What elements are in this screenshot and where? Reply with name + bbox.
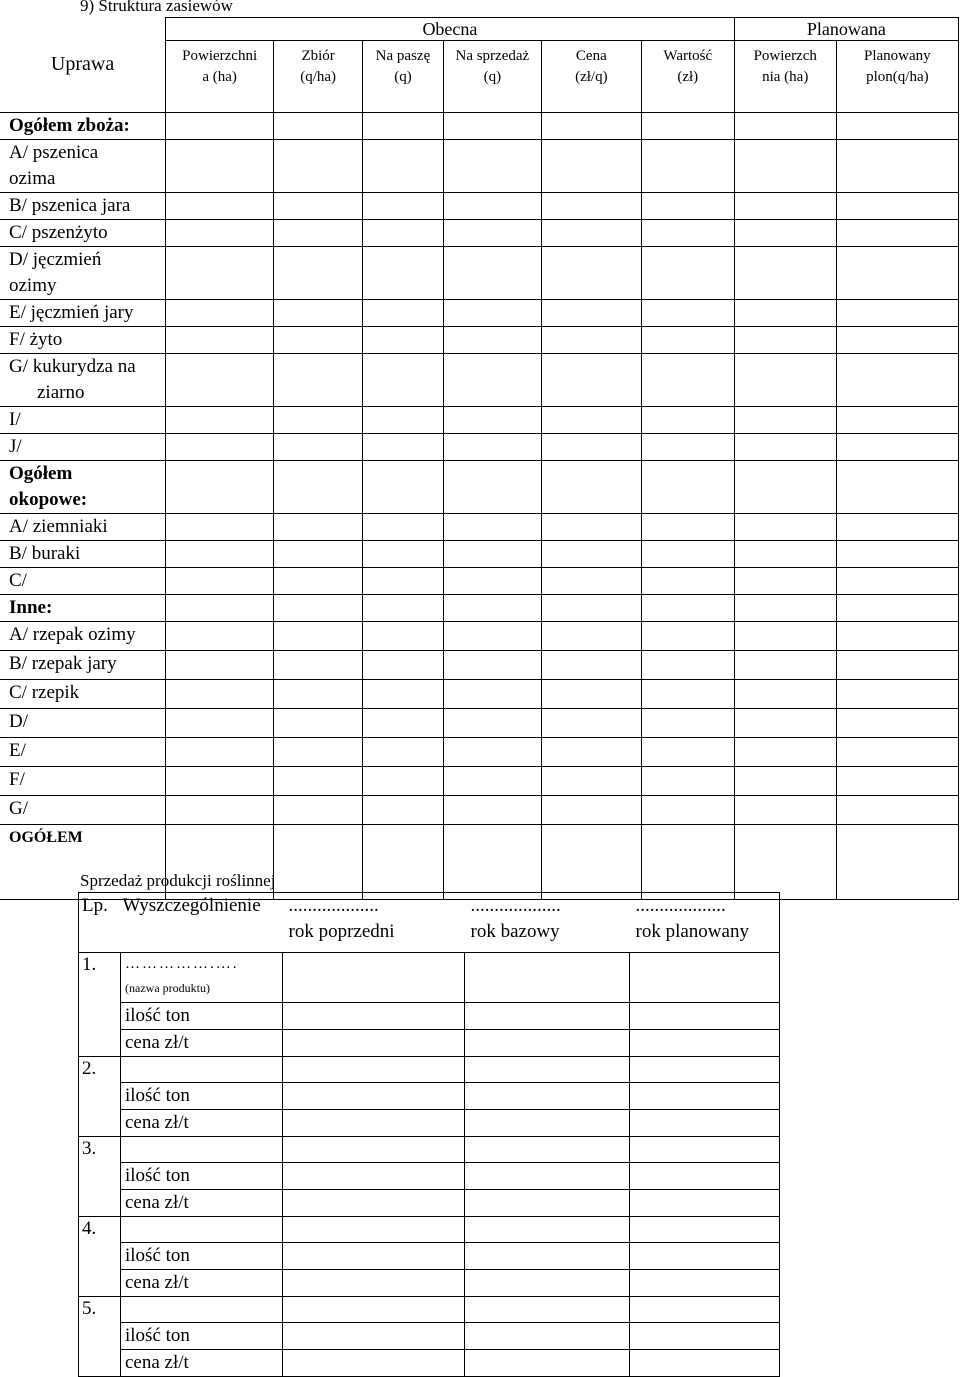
- crop-input-cell[interactable]: [363, 354, 444, 407]
- crop-input-cell[interactable]: [443, 514, 541, 541]
- crop-input-cell[interactable]: [363, 709, 444, 738]
- crop-label-rzepik: C/ rzepik: [0, 680, 166, 709]
- crop-input-cell[interactable]: [641, 825, 734, 900]
- crop-input-cell[interactable]: [641, 622, 734, 651]
- crop-input-cell[interactable]: [274, 568, 363, 595]
- sales-ilosc-label: ilość ton: [121, 1083, 283, 1110]
- crop-input-cell[interactable]: [641, 434, 734, 461]
- crop-input-cell[interactable]: [274, 434, 363, 461]
- sales-product-name[interactable]: [121, 1057, 283, 1083]
- sales-value-cell[interactable]: [283, 1057, 465, 1083]
- crop-input-cell[interactable]: [166, 434, 274, 461]
- crop-input-cell[interactable]: [274, 514, 363, 541]
- crop-input-cell[interactable]: [641, 767, 734, 796]
- crop-input-cell[interactable]: [363, 220, 444, 247]
- crop-input-cell[interactable]: [836, 595, 958, 622]
- sales-value-cell[interactable]: [465, 953, 630, 1003]
- sales-header-rok-planowany: ................... rok planowany: [635, 895, 749, 942]
- header-plan-plon: Planowany plon(q/ha): [836, 41, 958, 113]
- sales-value-cell[interactable]: [465, 1243, 630, 1270]
- crop-label-ogolem: OGÓŁEM: [0, 825, 166, 900]
- sales-value-cell[interactable]: [630, 1190, 780, 1217]
- header-na-sprzedaz: Na sprzedaż (q): [443, 41, 541, 113]
- crop-input-cell[interactable]: [443, 709, 541, 738]
- sales-value-cell[interactable]: [283, 1030, 465, 1057]
- crop-label-pszenica-jara: B/ pszenica jara: [0, 193, 166, 220]
- crop-input-cell[interactable]: [541, 709, 641, 738]
- crop-input-cell[interactable]: [166, 738, 274, 767]
- sales-product-name[interactable]: [121, 1217, 283, 1243]
- crop-input-cell[interactable]: [166, 680, 274, 709]
- crop-input-cell[interactable]: [166, 247, 274, 300]
- sales-product-name[interactable]: [121, 1297, 283, 1323]
- crop-input-cell[interactable]: [641, 796, 734, 825]
- sales-value-cell[interactable]: [465, 1297, 630, 1323]
- crop-input-cell[interactable]: [541, 434, 641, 461]
- crop-input-cell[interactable]: [166, 651, 274, 680]
- crop-input-cell[interactable]: [641, 300, 734, 327]
- crop-input-cell[interactable]: [734, 709, 836, 738]
- sales-item-number: 1.: [79, 953, 121, 1057]
- sales-value-cell[interactable]: [283, 1217, 465, 1243]
- sales-cena-label: cena zł/t: [121, 1030, 283, 1057]
- sales-value-cell[interactable]: [465, 1003, 630, 1030]
- header-planowana: Planowana: [734, 18, 958, 41]
- crop-input-cell[interactable]: [166, 514, 274, 541]
- crop-input-cell[interactable]: [836, 461, 958, 514]
- crop-input-cell[interactable]: [443, 796, 541, 825]
- crop-label-pszenica-ozima-l1: A/ pszenica ozima: [0, 140, 166, 193]
- crop-input-cell[interactable]: [166, 193, 274, 220]
- sales-value-cell[interactable]: [283, 1083, 465, 1110]
- sales-value-cell[interactable]: [630, 1110, 780, 1137]
- sales-value-cell[interactable]: [465, 1137, 630, 1163]
- crop-input-cell[interactable]: [363, 541, 444, 568]
- crop-input-cell[interactable]: [274, 300, 363, 327]
- crop-input-cell[interactable]: [836, 113, 958, 140]
- crop-input-cell[interactable]: [734, 568, 836, 595]
- crop-input-cell[interactable]: [734, 113, 836, 140]
- crop-input-cell[interactable]: [836, 541, 958, 568]
- crop-input-cell[interactable]: [734, 680, 836, 709]
- crop-input-cell[interactable]: [734, 767, 836, 796]
- crop-input-cell[interactable]: [274, 140, 363, 193]
- crop-input-cell[interactable]: [363, 407, 444, 434]
- crop-input-cell[interactable]: [836, 300, 958, 327]
- crop-input-cell[interactable]: [274, 407, 363, 434]
- crop-input-cell[interactable]: [836, 327, 958, 354]
- sales-item-number: 4.: [79, 1217, 121, 1297]
- header-obecna: Obecna: [166, 18, 735, 41]
- sales-ilosc-label: ilość ton: [121, 1163, 283, 1190]
- crop-input-cell[interactable]: [274, 461, 363, 514]
- crop-input-cell[interactable]: [641, 738, 734, 767]
- sales-cena-label: cena zł/t: [121, 1270, 283, 1297]
- crop-input-cell[interactable]: [734, 541, 836, 568]
- crop-label-inne-e: E/: [0, 738, 166, 767]
- crop-input-cell[interactable]: [363, 113, 444, 140]
- crop-input-cell[interactable]: [166, 796, 274, 825]
- crop-input-cell[interactable]: [274, 541, 363, 568]
- crop-input-cell[interactable]: [641, 247, 734, 300]
- crop-input-cell[interactable]: [641, 193, 734, 220]
- crop-input-cell[interactable]: [541, 220, 641, 247]
- sales-value-cell[interactable]: [465, 1217, 630, 1243]
- crop-input-cell[interactable]: [836, 825, 958, 900]
- crop-structure-table: [0, 17, 959, 900]
- crop-input-cell[interactable]: [836, 407, 958, 434]
- crop-input-cell[interactable]: [541, 354, 641, 407]
- crop-label-jeczmien-jary: E/ jęczmień jary: [0, 300, 166, 327]
- crop-input-cell[interactable]: [166, 140, 274, 193]
- crop-input-cell[interactable]: [443, 680, 541, 709]
- crop-input-cell[interactable]: [734, 407, 836, 434]
- sales-value-cell[interactable]: [630, 1270, 780, 1297]
- crop-input-cell[interactable]: [274, 680, 363, 709]
- crop-input-cell[interactable]: [734, 622, 836, 651]
- crop-input-cell[interactable]: [166, 327, 274, 354]
- plant-sales-table: [78, 892, 780, 1377]
- crop-input-cell[interactable]: [274, 738, 363, 767]
- header-plan-powierzchnia: Powierzch nia (ha): [734, 41, 836, 113]
- crop-input-cell[interactable]: [166, 767, 274, 796]
- sales-ilosc-label: ilość ton: [121, 1003, 283, 1030]
- crop-input-cell[interactable]: [734, 738, 836, 767]
- section-title: 9) Struktura zasiewów: [80, 0, 233, 15]
- crop-input-cell[interactable]: [274, 825, 363, 900]
- crop-label-inne-d: D/: [0, 709, 166, 738]
- sales-cena-label: cena zł/t: [121, 1190, 283, 1217]
- crop-input-cell[interactable]: [541, 461, 641, 514]
- crop-input-cell[interactable]: [274, 193, 363, 220]
- crop-input-cell[interactable]: [641, 568, 734, 595]
- sales-item-number: 2.: [79, 1057, 121, 1137]
- crop-input-cell[interactable]: [541, 568, 641, 595]
- header-na-pasze: Na paszę (q): [363, 41, 444, 113]
- crop-label-inne-header: Inne:: [0, 595, 166, 622]
- crop-input-cell[interactable]: [734, 140, 836, 193]
- sales-product-name[interactable]: [121, 1137, 283, 1163]
- crop-input-cell[interactable]: [836, 622, 958, 651]
- crop-input-cell[interactable]: [541, 680, 641, 709]
- crop-input-cell[interactable]: [734, 193, 836, 220]
- sales-cena-label: cena zł/t: [121, 1110, 283, 1137]
- crop-input-cell[interactable]: [836, 767, 958, 796]
- sales-value-cell[interactable]: [630, 953, 780, 1003]
- sales-value-cell[interactable]: [465, 1030, 630, 1057]
- crop-input-cell[interactable]: [541, 113, 641, 140]
- crop-input-cell[interactable]: [443, 825, 541, 900]
- sales-value-cell[interactable]: [630, 1323, 780, 1350]
- crop-input-cell[interactable]: [443, 113, 541, 140]
- crop-input-cell[interactable]: [363, 434, 444, 461]
- crop-input-cell[interactable]: [641, 514, 734, 541]
- crop-input-cell[interactable]: [541, 738, 641, 767]
- crop-input-cell[interactable]: [443, 407, 541, 434]
- crop-label-inne-g: G/: [0, 796, 166, 825]
- crop-input-cell[interactable]: [166, 568, 274, 595]
- sales-value-cell[interactable]: [283, 1003, 465, 1030]
- crop-label-pszenzyto: C/ pszenżyto: [0, 220, 166, 247]
- crop-label-zboza-j: J/: [0, 434, 166, 461]
- crop-input-cell[interactable]: [363, 568, 444, 595]
- crop-input-cell[interactable]: [641, 140, 734, 193]
- crop-input-cell[interactable]: [541, 514, 641, 541]
- crop-input-cell[interactable]: [836, 651, 958, 680]
- crop-input-cell[interactable]: [443, 434, 541, 461]
- crop-input-cell[interactable]: [274, 113, 363, 140]
- crop-input-cell[interactable]: [443, 738, 541, 767]
- crop-input-cell[interactable]: [641, 709, 734, 738]
- crop-input-cell[interactable]: [274, 709, 363, 738]
- header-wartosc: Wartość (zł): [641, 41, 734, 113]
- crop-input-cell[interactable]: [541, 651, 641, 680]
- sales-value-cell[interactable]: [283, 953, 465, 1003]
- crop-input-cell[interactable]: [166, 541, 274, 568]
- crop-input-cell[interactable]: [443, 568, 541, 595]
- crop-input-cell[interactable]: [541, 796, 641, 825]
- crop-input-cell[interactable]: [836, 796, 958, 825]
- crop-input-cell[interactable]: [363, 595, 444, 622]
- crop-input-cell[interactable]: [443, 193, 541, 220]
- crop-input-cell[interactable]: [641, 407, 734, 434]
- crop-input-cell[interactable]: [541, 193, 641, 220]
- crop-input-cell[interactable]: [363, 327, 444, 354]
- crop-label-okopowe-c: C/: [0, 568, 166, 595]
- crop-input-cell[interactable]: [541, 140, 641, 193]
- crop-input-cell[interactable]: [641, 220, 734, 247]
- crop-input-cell[interactable]: [541, 327, 641, 354]
- crop-input-cell[interactable]: [363, 767, 444, 796]
- crop-input-cell[interactable]: [443, 767, 541, 796]
- crop-label-kukurydza-l1: G/ kukurydza na ziarno: [0, 354, 166, 407]
- sales-value-cell[interactable]: [630, 1057, 780, 1083]
- sales-value-cell[interactable]: [283, 1190, 465, 1217]
- crop-label-okopowe-l1: Ogółem okopowe:: [0, 461, 166, 514]
- crop-input-cell[interactable]: [363, 738, 444, 767]
- crop-input-cell[interactable]: [363, 680, 444, 709]
- crop-input-cell[interactable]: [641, 461, 734, 514]
- crop-input-cell[interactable]: [541, 407, 641, 434]
- sales-value-cell[interactable]: [465, 1350, 630, 1377]
- crop-input-cell[interactable]: [734, 220, 836, 247]
- crop-input-cell[interactable]: [836, 568, 958, 595]
- crop-input-cell[interactable]: [274, 767, 363, 796]
- sales-header-wyszczegolnienie: Wyszczególnienie: [122, 895, 261, 916]
- crop-input-cell[interactable]: [443, 541, 541, 568]
- sales-value-cell[interactable]: [630, 1350, 780, 1377]
- crop-input-cell[interactable]: [363, 193, 444, 220]
- crop-label-rzepak-jary: B/ rzepak jary: [0, 651, 166, 680]
- crop-input-cell[interactable]: [166, 595, 274, 622]
- crop-input-cell[interactable]: [734, 825, 836, 900]
- sales-header-rok-poprzedni: ................... rok poprzedni: [288, 895, 395, 942]
- crop-input-cell[interactable]: [274, 327, 363, 354]
- crop-input-cell[interactable]: [734, 595, 836, 622]
- sales-value-cell[interactable]: [465, 1323, 630, 1350]
- crop-input-cell[interactable]: [443, 220, 541, 247]
- crop-input-cell[interactable]: [443, 247, 541, 300]
- crop-label-jeczmien-ozimy-l1: D/ jęczmień ozimy: [0, 247, 166, 300]
- crop-input-cell[interactable]: [166, 407, 274, 434]
- sales-value-cell[interactable]: [283, 1350, 465, 1377]
- crop-input-cell[interactable]: [274, 247, 363, 300]
- sales-value-cell[interactable]: [630, 1163, 780, 1190]
- crop-input-cell[interactable]: [443, 327, 541, 354]
- crop-input-cell[interactable]: [166, 461, 274, 514]
- crop-input-cell[interactable]: [443, 461, 541, 514]
- header-uprawa: Uprawa: [0, 18, 166, 113]
- crop-input-cell[interactable]: [166, 354, 274, 407]
- crop-input-cell[interactable]: [641, 327, 734, 354]
- crop-input-cell[interactable]: [443, 595, 541, 622]
- sales-item-number: 3.: [79, 1137, 121, 1217]
- crop-input-cell[interactable]: [734, 461, 836, 514]
- sales-value-cell[interactable]: [465, 1190, 630, 1217]
- crop-input-cell[interactable]: [443, 622, 541, 651]
- crop-input-cell[interactable]: [363, 300, 444, 327]
- crop-input-cell[interactable]: [836, 220, 958, 247]
- sales-value-cell[interactable]: [630, 1137, 780, 1163]
- crop-label-zboza-i: I/: [0, 407, 166, 434]
- crop-input-cell[interactable]: [541, 247, 641, 300]
- crop-label-zyto: F/ żyto: [0, 327, 166, 354]
- crop-input-cell[interactable]: [274, 354, 363, 407]
- crop-input-cell[interactable]: [443, 651, 541, 680]
- sales-value-cell[interactable]: [283, 1163, 465, 1190]
- sales-value-cell[interactable]: [465, 1163, 630, 1190]
- crop-input-cell[interactable]: [734, 300, 836, 327]
- crop-input-cell[interactable]: [541, 595, 641, 622]
- crop-input-cell[interactable]: [274, 622, 363, 651]
- crop-input-cell[interactable]: [734, 434, 836, 461]
- crop-input-cell[interactable]: [166, 300, 274, 327]
- crop-input-cell[interactable]: [363, 825, 444, 900]
- sales-header-lp: Lp.: [82, 895, 108, 916]
- sales-cena-label: cena zł/t: [121, 1350, 283, 1377]
- sales-value-cell[interactable]: [630, 1083, 780, 1110]
- header-powierzchnia: Powierzchni a (ha): [166, 41, 274, 113]
- crop-input-cell[interactable]: [641, 651, 734, 680]
- header-zbior: Zbiór (q/ha): [274, 41, 363, 113]
- crop-input-cell[interactable]: [443, 300, 541, 327]
- crop-input-cell[interactable]: [836, 247, 958, 300]
- crop-input-cell[interactable]: [274, 651, 363, 680]
- crop-input-cell[interactable]: [734, 651, 836, 680]
- crop-input-cell[interactable]: [363, 622, 444, 651]
- crop-input-cell[interactable]: [363, 796, 444, 825]
- crop-input-cell[interactable]: [641, 354, 734, 407]
- crop-input-cell[interactable]: [166, 220, 274, 247]
- crop-input-cell[interactable]: [541, 825, 641, 900]
- crop-input-cell[interactable]: [541, 300, 641, 327]
- crop-input-cell[interactable]: [836, 709, 958, 738]
- sales-value-cell[interactable]: [283, 1297, 465, 1323]
- sales-value-cell[interactable]: [465, 1057, 630, 1083]
- crop-input-cell[interactable]: [836, 738, 958, 767]
- sales-value-cell[interactable]: [630, 1243, 780, 1270]
- crop-input-cell[interactable]: [641, 113, 734, 140]
- sales-value-cell[interactable]: [465, 1083, 630, 1110]
- crop-input-cell[interactable]: [541, 541, 641, 568]
- crop-input-cell[interactable]: [363, 651, 444, 680]
- crop-input-cell[interactable]: [836, 140, 958, 193]
- crop-input-cell[interactable]: [363, 461, 444, 514]
- sales-value-cell[interactable]: [283, 1137, 465, 1163]
- crop-input-cell[interactable]: [166, 113, 274, 140]
- crop-label-ziemniaki: A/ ziemniaki: [0, 514, 166, 541]
- crop-input-cell[interactable]: [166, 709, 274, 738]
- sales-value-cell[interactable]: [283, 1243, 465, 1270]
- crop-input-cell[interactable]: [541, 622, 641, 651]
- sales-ilosc-label: ilość ton: [121, 1243, 283, 1270]
- crop-input-cell[interactable]: [641, 595, 734, 622]
- sales-value-cell[interactable]: [630, 1003, 780, 1030]
- crop-input-cell[interactable]: [274, 796, 363, 825]
- crop-input-cell[interactable]: [363, 514, 444, 541]
- sales-value-cell[interactable]: [283, 1110, 465, 1137]
- crop-input-cell[interactable]: [734, 796, 836, 825]
- crop-input-cell[interactable]: [734, 247, 836, 300]
- crop-input-cell[interactable]: [641, 680, 734, 709]
- sales-value-cell[interactable]: [465, 1270, 630, 1297]
- sales-value-cell[interactable]: [630, 1217, 780, 1243]
- sales-item-number: 5.: [79, 1297, 121, 1377]
- sales-value-cell[interactable]: [465, 1110, 630, 1137]
- sales-product-name[interactable]: …………….…. (nazwa produktu): [121, 953, 283, 1003]
- sales-value-cell[interactable]: [283, 1270, 465, 1297]
- crop-input-cell[interactable]: [363, 140, 444, 193]
- crop-input-cell[interactable]: [274, 220, 363, 247]
- sales-header-rok-bazowy: ................... rok bazowy: [470, 895, 561, 942]
- crop-label-inne-f: F/: [0, 767, 166, 796]
- crop-input-cell[interactable]: [274, 595, 363, 622]
- header-cena: Cena (zł/q): [541, 41, 641, 113]
- crop-input-cell[interactable]: [734, 327, 836, 354]
- crop-input-cell[interactable]: [836, 434, 958, 461]
- crop-input-cell[interactable]: [734, 354, 836, 407]
- crop-input-cell[interactable]: [836, 514, 958, 541]
- crop-label-rzepak-ozimy: A/ rzepak ozimy: [0, 622, 166, 651]
- sales-value-cell[interactable]: [283, 1323, 465, 1350]
- crop-input-cell[interactable]: [443, 140, 541, 193]
- sales-value-cell[interactable]: [630, 1297, 780, 1323]
- crop-label-zboza-header: Ogółem zboża:: [0, 113, 166, 140]
- crop-input-cell[interactable]: [541, 767, 641, 796]
- crop-input-cell[interactable]: [836, 354, 958, 407]
- sales-ilosc-label: ilość ton: [121, 1323, 283, 1350]
- crop-label-buraki: B/ buraki: [0, 541, 166, 568]
- crop-input-cell[interactable]: [166, 622, 274, 651]
- sales-value-cell[interactable]: [630, 1030, 780, 1057]
- crop-input-cell[interactable]: [734, 514, 836, 541]
- sales-title: Sprzedaż produkcji roślinnej: [80, 871, 276, 890]
- crop-input-cell[interactable]: [363, 247, 444, 300]
- crop-input-cell[interactable]: [836, 680, 958, 709]
- crop-input-cell[interactable]: [641, 541, 734, 568]
- crop-input-cell[interactable]: [443, 354, 541, 407]
- crop-input-cell[interactable]: [836, 193, 958, 220]
